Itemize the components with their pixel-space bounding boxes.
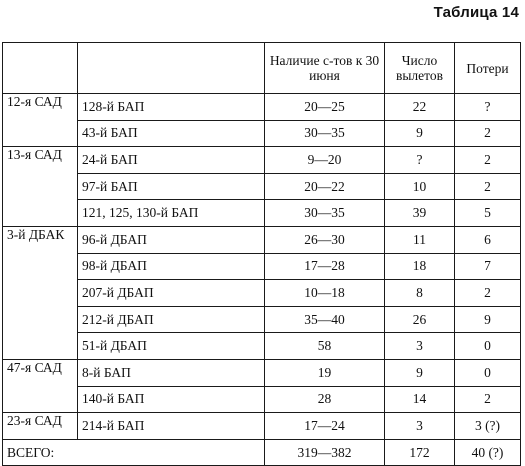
availability-cell: 17—24: [265, 413, 385, 440]
data-table: [2, 42, 521, 466]
unit-cell: 23-я САД: [3, 413, 78, 440]
subunit-cell: 43-й БАП: [78, 120, 265, 147]
sorties-cell: 14: [385, 386, 455, 413]
table-row: [3, 200, 521, 227]
losses-cell: 3 (?): [455, 413, 521, 440]
unit-cell: 12-я САД: [3, 94, 78, 147]
losses-cell: 9: [455, 306, 521, 333]
losses-cell: 2: [455, 173, 521, 200]
table-row: [3, 413, 521, 440]
subunit-cell: 214-й БАП: [78, 413, 265, 440]
subunit-cell: 140-й БАП: [78, 386, 265, 413]
table-row: [3, 333, 521, 360]
page-title: Таблица 14: [433, 4, 519, 21]
header-row: [3, 43, 521, 94]
losses-cell: 2: [455, 120, 521, 147]
table-row: [3, 359, 521, 386]
unit-cell: 3-й ДБАК: [3, 226, 78, 359]
availability-cell: 20—25: [265, 94, 385, 121]
losses-cell: 5: [455, 200, 521, 227]
unit-cell: 13-я САД: [3, 147, 78, 227]
total-sorties: 172: [385, 439, 455, 466]
sorties-cell: 11: [385, 226, 455, 253]
sorties-cell: 3: [385, 413, 455, 440]
total-availability: 319—382: [265, 439, 385, 466]
availability-cell: 58: [265, 333, 385, 360]
subunit-cell: 96-й ДБАП: [78, 226, 265, 253]
losses-cell: 0: [455, 359, 521, 386]
table-row: [3, 386, 521, 413]
availability-cell: 30—35: [265, 200, 385, 227]
losses-cell: 2: [455, 147, 521, 174]
total-label: ВСЕГО:: [3, 439, 265, 466]
header-subunit: [78, 43, 265, 94]
availability-cell: 9—20: [265, 147, 385, 174]
availability-cell: 28: [265, 386, 385, 413]
table-body: [3, 94, 521, 466]
subunit-cell: 8-й БАП: [78, 359, 265, 386]
availability-cell: 10—18: [265, 280, 385, 307]
losses-cell: 6: [455, 226, 521, 253]
unit-cell: 47-я САД: [3, 359, 78, 412]
table-row: [3, 280, 521, 307]
total-losses: 40 (?): [455, 439, 521, 466]
table-row: [3, 253, 521, 280]
header-unit: [3, 43, 78, 94]
losses-cell: 2: [455, 386, 521, 413]
table-row: [3, 226, 521, 253]
sorties-cell: 3: [385, 333, 455, 360]
availability-cell: 26—30: [265, 226, 385, 253]
subunit-cell: 98-й ДБАП: [78, 253, 265, 280]
availability-cell: 20—22: [265, 173, 385, 200]
table-row: [3, 94, 521, 121]
table-row: [3, 173, 521, 200]
sorties-cell: ?: [385, 147, 455, 174]
sorties-cell: 9: [385, 120, 455, 147]
header-losses: Потери: [455, 43, 521, 94]
sorties-cell: 10: [385, 173, 455, 200]
subunit-cell: 212-й ДБАП: [78, 306, 265, 333]
subunit-cell: 207-й ДБАП: [78, 280, 265, 307]
sorties-cell: 8: [385, 280, 455, 307]
losses-cell: 2: [455, 280, 521, 307]
availability-cell: 35—40: [265, 306, 385, 333]
subunit-cell: 128-й БАП: [78, 94, 265, 121]
sorties-cell: 26: [385, 306, 455, 333]
availability-cell: 30—35: [265, 120, 385, 147]
total-row: [3, 439, 521, 466]
losses-cell: 0: [455, 333, 521, 360]
subunit-cell: 51-й ДБАП: [78, 333, 265, 360]
sorties-cell: 18: [385, 253, 455, 280]
header-availability: Наличие с-тов к 30 июня: [265, 43, 385, 94]
subunit-cell: 24-й БАП: [78, 147, 265, 174]
sorties-cell: 22: [385, 94, 455, 121]
header-sorties: Число вылетов: [385, 43, 455, 94]
subunit-cell: 121, 125, 130-й БАП: [78, 200, 265, 227]
sorties-cell: 9: [385, 359, 455, 386]
losses-cell: ?: [455, 94, 521, 121]
subunit-cell: 97-й БАП: [78, 173, 265, 200]
table-row: [3, 147, 521, 174]
losses-cell: 7: [455, 253, 521, 280]
table-row: [3, 306, 521, 333]
sorties-cell: 39: [385, 200, 455, 227]
table-row: [3, 120, 521, 147]
availability-cell: 19: [265, 359, 385, 386]
availability-cell: 17—28: [265, 253, 385, 280]
